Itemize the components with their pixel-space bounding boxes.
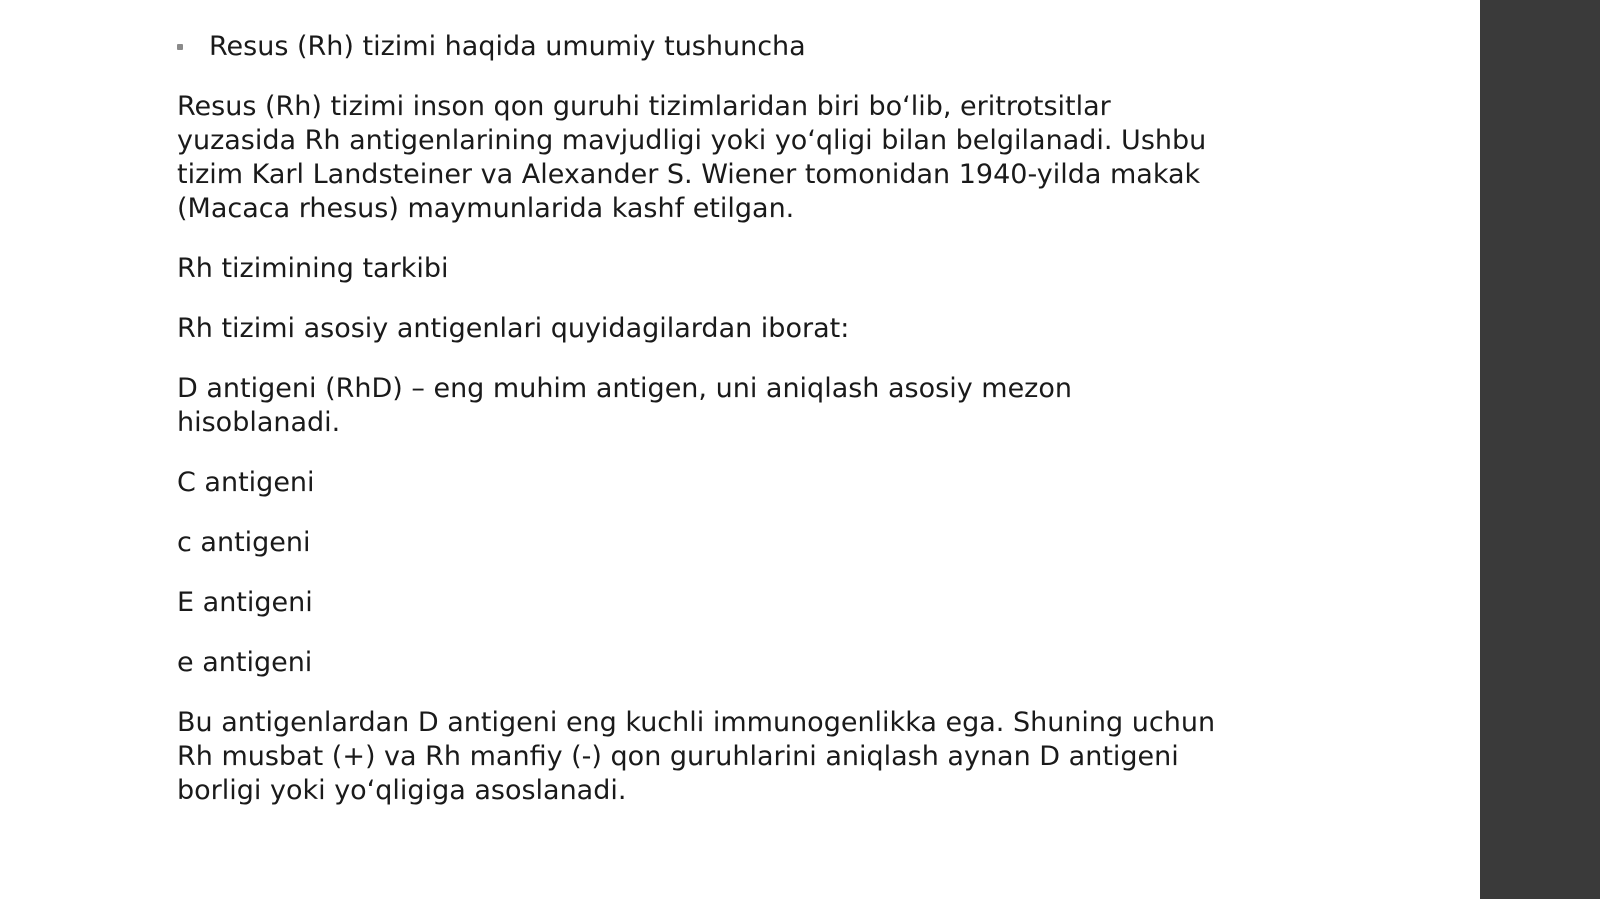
bullet-heading-text: Resus (Rh) tizimi haqida umumiy tushuncha <box>209 31 806 62</box>
intro-line: tizim Karl Landsteiner va Alexander S. Wiener tomonidan 1940-yilda makak <box>177 159 1201 190</box>
d-antigen-line: D antigeni (RhD) – eng muhim antigen, uni aniqlash asosiy mezon <box>177 373 1072 404</box>
antigen-c-upper: C antigeni <box>177 467 315 498</box>
intro-line: (Macaca rhesus) maymunlarida kashf etilgan. <box>177 193 795 224</box>
conclusion-line: Bu antigenlardan D antigeni eng kuchli immunogenlikka ega. Shuning uchun <box>177 707 1216 738</box>
section-title: Rh tizimining tarkibi <box>177 253 449 284</box>
slide-content <box>177 30 1287 834</box>
antigens-intro: Rh tizimi asosiy antigenlari quyidagilardan iborat: <box>177 313 850 344</box>
d-antigen-paragraph <box>177 372 1287 440</box>
antigen-c-lower: c antigeni <box>177 527 311 558</box>
antigen-e-lower: e antigeni <box>177 647 313 678</box>
intro-paragraph <box>177 90 1287 226</box>
intro-line: Resus (Rh) tizimi inson qon guruhi tizimlaridan biri bo‘lib, eritrotsitlar <box>177 91 1111 122</box>
intro-line: yuzasida Rh antigenlarining mavjudligi yoki yo‘qligi bilan belgilanadi. Ushbu <box>177 125 1207 156</box>
conclusion-line: borligi yoki yo‘qligiga asoslanadi. <box>177 775 627 806</box>
conclusion-line: Rh musbat (+) va Rh manfiy (-) qon guruhlarini aniqlash aynan D antigeni <box>177 741 1179 772</box>
conclusion-paragraph <box>177 706 1287 808</box>
d-antigen-line: hisoblanadi. <box>177 407 341 438</box>
antigen-e-upper: E antigeni <box>177 587 313 618</box>
bullet-icon <box>177 44 183 50</box>
side-bar <box>1480 0 1600 899</box>
bullet-heading <box>177 30 1287 64</box>
